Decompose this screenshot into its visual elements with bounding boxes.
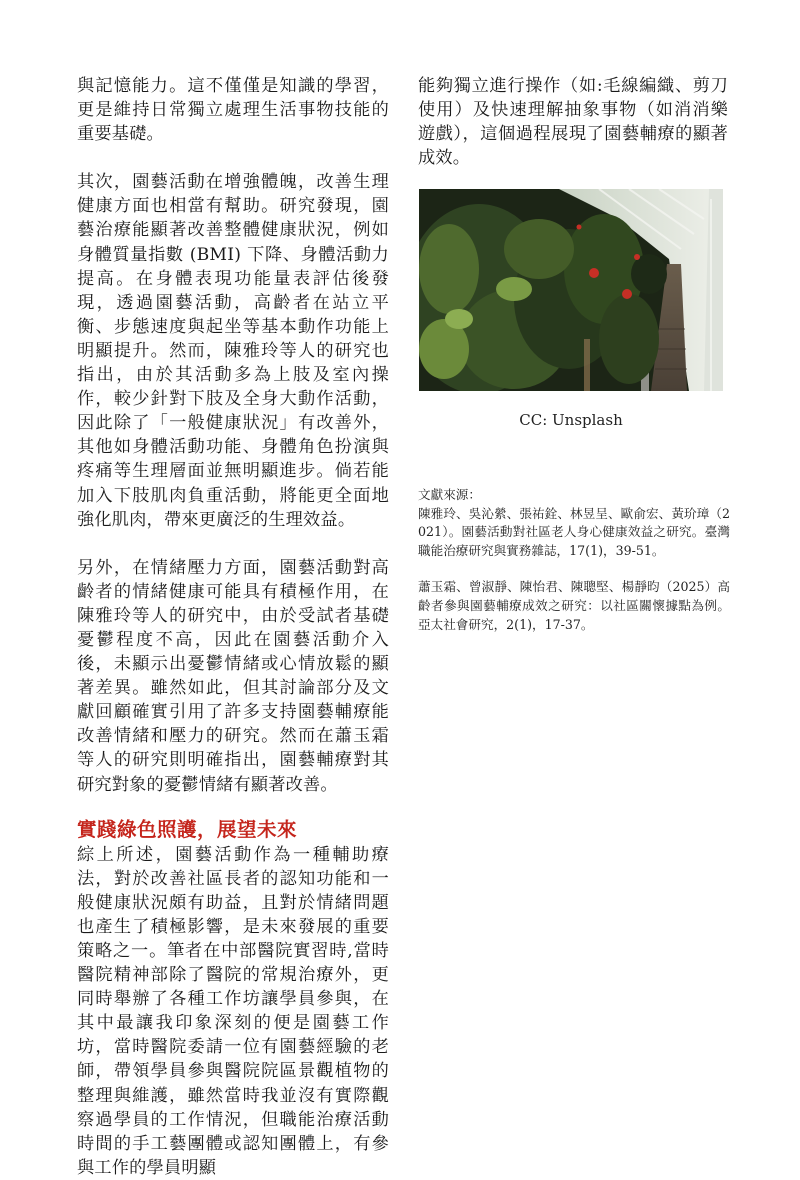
references-title: 文獻來源： xyxy=(418,487,481,502)
reference-item: 陳雅玲、吳沁縈、張祐銓、林昱呈、歐俞宏、黃玠璋（2021）。園藝活動對社區老人身心健康效益之研究。臺灣職能治療研究與實務雜誌，17(1)，39-51。 xyxy=(418,505,730,558)
paragraph-continuation: 能夠獨立進行操作（如:毛線編織、剪刀使用）及快速理解抽象事物（如消消樂遊戲），這個過程展現了園藝輔療的顯著成效。 xyxy=(418,76,728,169)
right-column xyxy=(418,74,728,170)
paragraph-memory-continuation: 與記憶能力。這不僅僅是知識的學習，更是維持日常獨立處理生活事物技能的重要基礎。 xyxy=(77,76,389,145)
photo-caption: CC: Unsplash xyxy=(519,411,623,429)
paragraph-physical-health: 其次，園藝活動在增強體魄，改善生理健康方面也相當有幫助。研究發現，園藝治療能顯著改善整體健康狀況，例如身體質量指數 (BMI) 下降、身體活動力提高。在身體表現功能量表評估後發現，透過園藝活動，高齡者在站立平衡、步態速度與起坐等基本動作功能上明顯提升。然而，陳雅玲等人的研究也指出，由於其活動多為上肢及室內操作，較少針對下肢及全身大動作活動，因此除了「一般健康狀況」有改善外，其他如身體活動功能、身體角色扮演與疼痛等生理層面並無明顯進步。倘若能加入下肢肌肉負重活動，將能更全面地強化肌肉，帶來更廣泛的生理效益。 xyxy=(77,172,389,530)
reference-item: 蕭玉霜、曾淑靜、陳怡君、陳聰堅、楊靜昀（2025）高齡者參與園藝輔療成效之研究：以社區關懷據點為例。亞太社會研究，2(1)，17-37。 xyxy=(418,579,730,632)
paragraph-emotional-stress: 另外，在情緒壓力方面，園藝活動對高齡者的情緒健康可能具有積極作用，在陳雅玲等人的研究中，由於受試者基礎憂鬱程度不高，因此在園藝活動介入後，未顯示出憂鬱情緒或心情放鬆的顯著差異。雖然如此，但其討論部分及文獻回顧確實引用了許多支持園藝輔療能改善情緒和壓力的研究。然而在蕭玉霜等人的研究則明確指出，園藝輔療對其研究對象的憂鬱情緒有顯著改善。 xyxy=(77,557,389,795)
references-section xyxy=(418,486,730,634)
left-column xyxy=(77,74,389,1180)
greenhouse-photo xyxy=(419,189,723,391)
greenhouse-image-icon xyxy=(419,189,723,391)
paragraph-conclusion: 綜上所述，園藝活動作為一種輔助療法，對於改善社區長者的認知功能和一般健康狀況頗有助益，且對於情緒問題也產生了積極影響，是未來發展的重要策略之一。筆者在中部醫院實習時,當時醫院精神部除了醫院的常規治療外，更同時舉辦了各種工作坊讓學員參與，在其中最讓我印象深刻的便是園藝工作坊，當時醫院委請一位有園藝經驗的老師，帶領學員參與醫院院區景觀植物的整理與維護，雖然當時我並沒有實際觀察過學員的工作情況，但職能治療活動時間的手工藝團體或認知團體上，有參與工作的學員明顯 xyxy=(77,844,389,1178)
section-heading: 實踐綠色照護，展望未來 xyxy=(77,817,298,841)
